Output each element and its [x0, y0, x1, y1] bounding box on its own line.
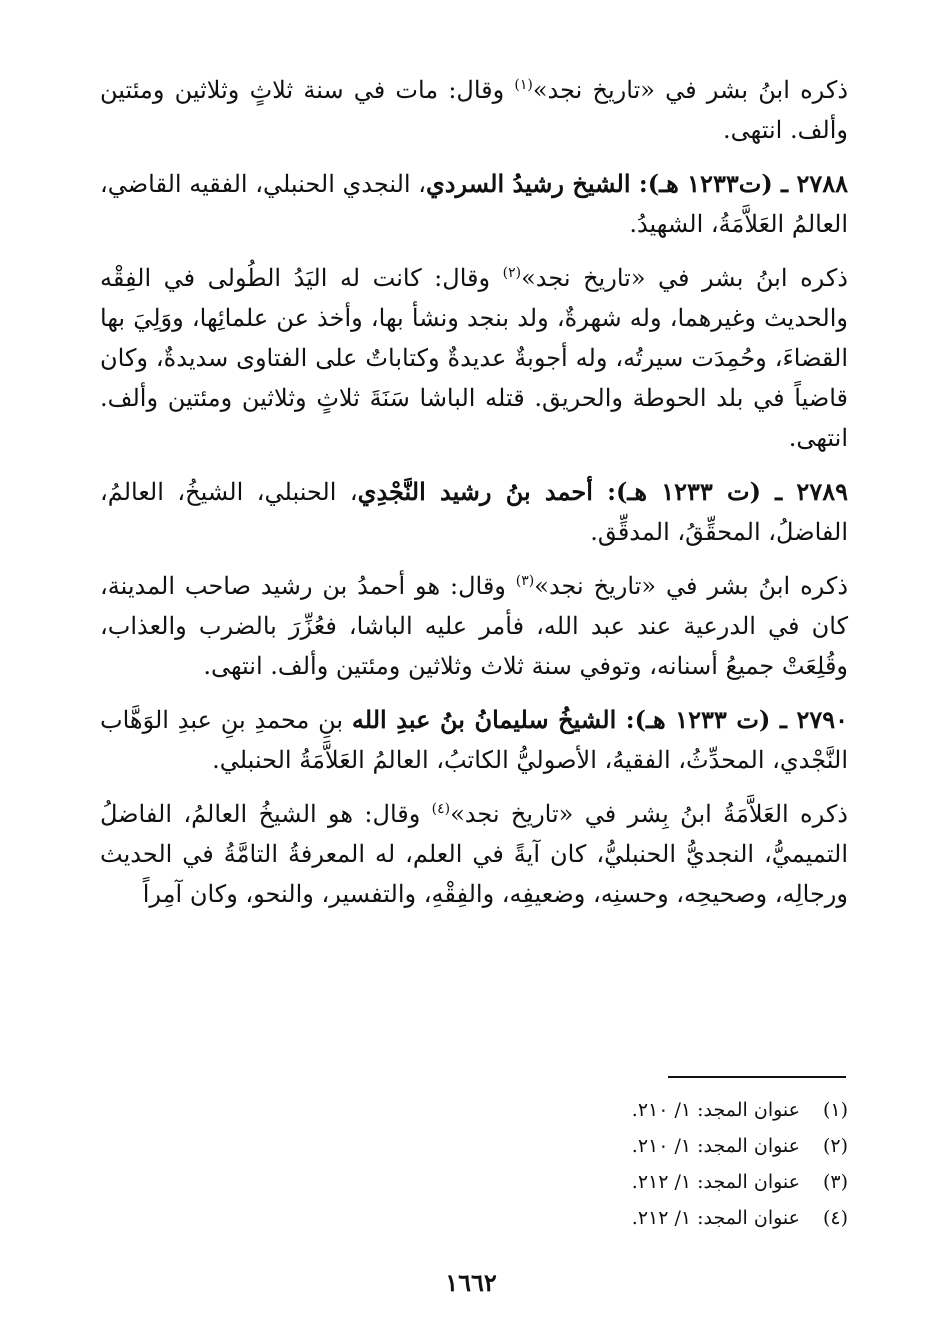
footnote-ref[interactable]: (١): [514, 77, 533, 93]
footnote-text: عنوان المجد: ١/ ٢١٢.: [631, 1207, 800, 1229]
footnote-divider: [668, 1076, 846, 1078]
footnote-number: (٤): [822, 1207, 848, 1229]
entry-description: بنِ محمدِ بنِ عبدِ الوَهَّاب النَّجْدي، المحدِّثُ، الفقيهُ، الأصوليُّ الكاتبُ، العالمُ العَلاَّمَةُ الحنبلي.: [100, 706, 848, 774]
entry-2789: [100, 472, 848, 552]
footnotes: [300, 1092, 848, 1236]
source-text: وقال: كانت له اليَدُ الطُولى في الفِقْه والحديث وغيرهما، وله شهرةٌ، ولد بنجد ونشأ بها، وأخذ عن علمائِها، ووَلِيَ بها القضاءَ، وحُمِدَت سيرتُه، وله أجوبةٌ عديدةٌ وكتاباتٌ على الفتاوى سديدةٌ، وكان قاضياً في بلد الحوطة والحريق. قتله الباشا سَنَةَ ثلاثٍ وثلاثين ومئتين وألف. انتهى.: [100, 264, 848, 452]
entry-2788: [100, 164, 848, 244]
footnote-ref[interactable]: (٤): [431, 801, 451, 817]
source-text: وقال: هو أحمدُ بن رشيد صاحب المدينة، كان في الدرعية عند عبد الله، فأمر عليه الباشا، فعُزِّرَ بالضرب والعذاب، وقُلِعَتْ جميعُ أسنانه، وتوفي سنة ثلاث وثلاثين ومئتين وألف. انتهى.: [100, 572, 848, 680]
footnote-text: عنوان المجد: ١/ ٢١٠.: [631, 1135, 800, 1157]
source-intro: ذكره العَلاَّمَةُ ابنُ بِشر في «تاريخ نجد»: [450, 800, 848, 828]
page-number: ١٦٦٢: [445, 1268, 497, 1297]
entry-number: ٢٧٩٠ ـ: [770, 705, 848, 734]
entry-description: ، الحنبلي، الشيخُ، العالمُ، الفاضلُ، المحقِّقُ، المدقِّق.: [100, 478, 848, 546]
paragraph-source-4: [100, 794, 848, 914]
entry-number: ٢٧٨٩ ـ: [760, 477, 848, 506]
entry-number: ٢٧٨٨ ـ: [772, 169, 848, 198]
footnote-text: عنوان المجد: ١/ ٢١٢.: [631, 1171, 800, 1193]
entry-name: الشيخُ سليمانُ بنُ عبدِ الله: [351, 705, 617, 734]
footnote-number: (٣): [822, 1171, 848, 1193]
footnote-text: عنوان المجد: ١/ ٢١٠.: [631, 1099, 800, 1121]
source-text: وقال: هو الشيخُ العالمُ، الفاضلُ التميميُّ، النجديُّ الحنبليُّ، كان آيةً في العلم، له المعرفةُ التامَّةُ في الحديث ورجالِه، وصحيحِه، وحسنِه، وضعيفِه، والفِقْهِ، والتفسير، والنحو، وكان آمِراً: [100, 800, 848, 908]
source-intro: ذكره ابنُ بشر في «تاريخ نجد»: [521, 264, 848, 292]
entry-date: (ت ١٢٣٣ هـ):: [592, 477, 761, 506]
entry-description: ، النجدي الحنبلي، الفقيه القاضي، العالمُ العَلاَّمَةُ، الشهيدُ.: [100, 170, 848, 238]
source-intro: ذكره ابنُ بشر في «تاريخ نجد»: [534, 572, 849, 600]
footnote-number: (١): [822, 1099, 848, 1121]
source-intro: ذكره ابنُ بشر في «تاريخ نجد»: [532, 76, 848, 104]
footnote-item: [300, 1128, 848, 1164]
footnote-number: (٢): [822, 1135, 848, 1157]
entry-date: (ت ١٢٣٣ هـ):: [616, 705, 771, 734]
footnote-ref[interactable]: (٣): [515, 573, 535, 589]
paragraph-source-3: [100, 566, 848, 686]
entry-name: أحمد بنُ رشيد النَّجْدِي: [357, 477, 593, 506]
paragraph-source-1: [100, 70, 848, 150]
entry-date: (ت١٢٣٣ هـ):: [630, 169, 773, 198]
main-text: [100, 70, 848, 928]
entry-name: الشيخ رشيدُ السردي: [426, 169, 631, 198]
paragraph-source-2: [100, 258, 848, 458]
source-text: وقال: مات في سنة ثلاثٍ وثلاثين ومئتين وألف. انتهى.: [100, 76, 848, 144]
footnote-item: [300, 1092, 848, 1128]
footnote-item: [300, 1164, 848, 1200]
entry-2790: [100, 700, 848, 780]
footnote-item: [300, 1200, 848, 1236]
footnote-ref[interactable]: (٢): [502, 265, 522, 281]
